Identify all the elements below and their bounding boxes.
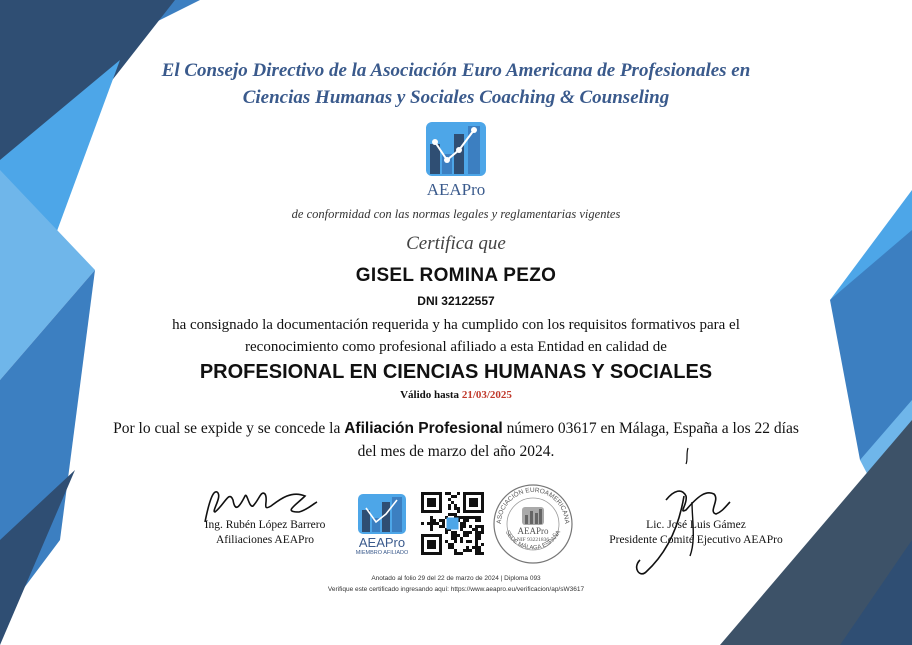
association-seal [492, 483, 574, 565]
logo-text: AEAPro [426, 180, 486, 199]
footer-verify-link[interactable]: Verifique este certificado ingresando aquí: https://www.aeapro.eu/verificacion/ap/sW3617 [327, 586, 585, 593]
signature-right [626, 440, 736, 580]
certifies-text: Certifica que [406, 233, 506, 254]
body-line-2: reconocimiento como profesional afiliado a esta Entidad en calidad de [245, 339, 667, 355]
badge-subtext: MIEMBRO AFILIADO [355, 550, 409, 556]
seal-ring-bottom: SEDE MÁLAGA ESPAÑA [503, 529, 563, 552]
footer-line-1: Anotado al folio 29 del 22 de marzo de 2024 | Diploma 093 [371, 575, 541, 582]
signer-right-role: Presidente Comité Ejecutivo AEAPro [609, 534, 783, 546]
validity [0, 389, 912, 401]
seal-nif-text: NIF 93221836 [516, 537, 550, 543]
issuance-prefix: Por lo cual se expide y se concede la [113, 420, 341, 437]
validity-date: 21/03/2025 [461, 389, 512, 401]
signature-right-caption [576, 518, 816, 548]
seal-center-text: AEAPro [517, 526, 549, 536]
signer-left-name: Ing. Rubén López Barrero [204, 519, 326, 531]
issuance-line-2: del mes de marzo del año 2024. [357, 443, 555, 460]
recipient-dni: DNI 32122557 [417, 294, 495, 308]
seal-ring-top: ASOCIACIÓN EUROAMERICANA [495, 486, 571, 525]
signature-left-caption [190, 518, 340, 548]
conformity-text: de conformidad con las normas legales y reglamentarias vigentes [291, 207, 621, 221]
validity-label: Válido hasta [400, 389, 460, 401]
issuance-bold: Afiliación Profesional [344, 420, 503, 437]
qr-code[interactable] [421, 492, 484, 555]
credential-title: PROFESIONAL EN CIENCIAS HUMANAS Y SOCIALES [199, 361, 713, 383]
issuance-line-1 [0, 420, 912, 438]
badge-text: AEAPro [358, 535, 406, 550]
member-badge-icon [356, 492, 408, 536]
signer-left-role: Afiliaciones AEAPro [215, 534, 315, 546]
header-line-2: Ciencias Humanas y Sociales Coaching & Counseling [242, 87, 670, 108]
issuance-suffix: número 03617 en Málaga, España a los 22 días [506, 420, 799, 437]
header-line-1: El Consejo Directivo de la Asociación Euro Americana de Profesionales en [161, 60, 751, 81]
body-line-1: ha consignado la documentación requerida y ha cumplido con los requisitos formativos para el [172, 317, 740, 333]
chart-bars-icon [424, 120, 488, 180]
signer-right-name: Lic. José Luis Gámez [646, 519, 746, 531]
recipient-name: GISEL ROMINA PEZO [355, 265, 557, 286]
